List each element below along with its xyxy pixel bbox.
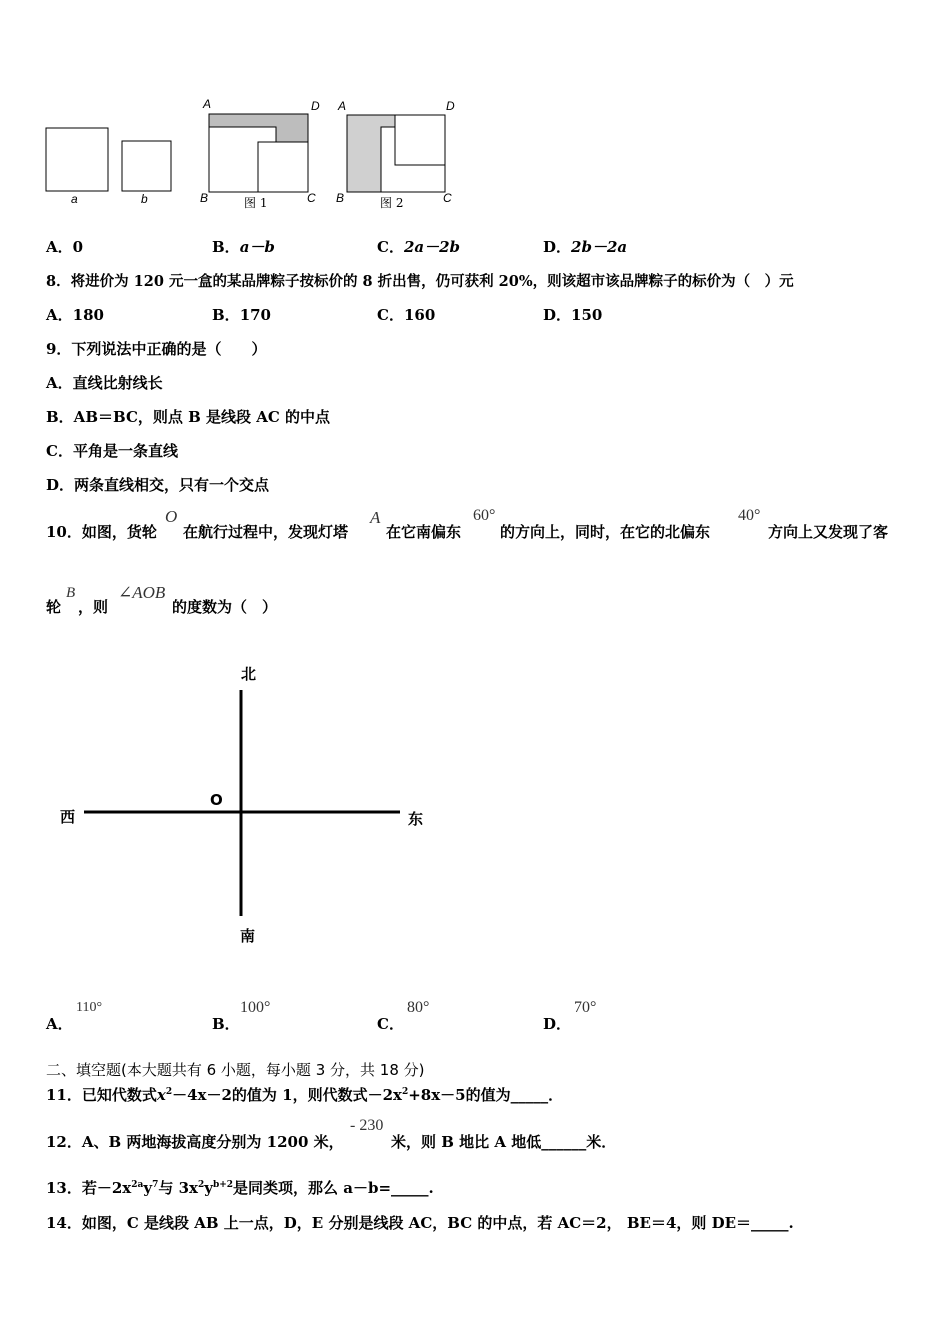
label-b: b bbox=[141, 192, 148, 206]
q10-point-o: O bbox=[165, 507, 178, 526]
q9-stem: 9．下列说法中正确的是（ ） bbox=[46, 340, 267, 358]
q10-text-3: 在它南偏东 bbox=[386, 523, 462, 541]
q10-option-b-value: 100° bbox=[240, 999, 271, 1016]
q11 bbox=[46, 1084, 563, 1105]
q11-var-x: x bbox=[156, 1086, 166, 1104]
q8-option-b[interactable] bbox=[212, 304, 271, 325]
fig2-caption: 图 2 bbox=[380, 196, 404, 210]
q7-option-d[interactable] bbox=[543, 236, 627, 257]
option-letter: D． bbox=[543, 1015, 572, 1033]
q13-text-5: 是同类项，那么 a－b=_____. bbox=[233, 1179, 434, 1197]
q11-expr-1: －4x－2 bbox=[172, 1086, 232, 1104]
q9-option-c[interactable]: C．平角是一条直线 bbox=[46, 442, 178, 460]
q9-option-d[interactable]: D．两条直线相交，只有一个交点 bbox=[46, 476, 270, 494]
q13-text-2: y bbox=[143, 1179, 153, 1197]
q10-text-4: 的方向上，同时，在它的北偏东 bbox=[500, 523, 711, 541]
fig2-label-D: D bbox=[446, 99, 455, 113]
q7-option-b[interactable] bbox=[212, 236, 275, 257]
q11-text-2: 的值为 1，则代数式－2x bbox=[231, 1086, 402, 1104]
q10-option-d-value: 70° bbox=[574, 999, 597, 1016]
q10-angle-60: 60° bbox=[473, 507, 496, 524]
label-a: a bbox=[71, 192, 78, 206]
fig2-inner-lines bbox=[381, 115, 445, 192]
q10-option-c-value: 80° bbox=[407, 999, 430, 1016]
option-letter: C． bbox=[377, 238, 404, 256]
compass-origin: O bbox=[210, 791, 223, 809]
q11-expr-2: +8x－5 bbox=[408, 1086, 466, 1104]
q10-angle-40: 40° bbox=[738, 507, 761, 524]
option-text: 2a－2b bbox=[403, 238, 461, 256]
q11-exp-2: 2 bbox=[401, 1087, 409, 1097]
q10-text-5: 方向上又发现了客 bbox=[768, 523, 889, 541]
fig2-label-C: C bbox=[443, 191, 452, 205]
q10-text-8: 的度数为（ ） bbox=[172, 598, 278, 616]
option-letter: A． bbox=[46, 1015, 73, 1033]
q12-text-1: 12．A、B 两地海拔高度分别为 1200 米， bbox=[46, 1133, 344, 1151]
option-letter: A． bbox=[46, 306, 73, 324]
q8-option-a[interactable] bbox=[46, 304, 104, 325]
option-letter: D． bbox=[543, 238, 572, 256]
q12-text-2: 米，则 B 地比 A 地低______米． bbox=[391, 1133, 617, 1151]
option-text: 170 bbox=[239, 306, 271, 324]
option-text: 180 bbox=[72, 306, 104, 324]
q10-angle-aob: ∠AOB bbox=[118, 583, 166, 602]
q13 bbox=[46, 1177, 434, 1198]
q10-text-1: 10．如图，货轮 bbox=[46, 523, 157, 541]
q10-option-b[interactable] bbox=[212, 1013, 240, 1034]
option-letter: B． bbox=[212, 238, 240, 256]
q10-point-b: B bbox=[66, 585, 76, 601]
fig1-label-B: B bbox=[200, 191, 209, 205]
compass-east: 东 bbox=[408, 810, 424, 828]
section-2-heading: 二、填空题(本大题共有 6 小题，每小题 3 分，共 18 分) bbox=[46, 1061, 425, 1079]
q11-exp-1: 2 bbox=[165, 1087, 173, 1097]
q8-stem: 8．将进价为 120 元一盒的某品牌粽子按标价的 8 折出售，仍可获利 20%，则该超市该品牌粽子的标价为（ ）元 bbox=[46, 273, 794, 290]
fig2-label-A: A bbox=[338, 99, 347, 113]
q7-option-a[interactable] bbox=[46, 236, 83, 257]
q10-point-a: A bbox=[370, 508, 381, 527]
q13-exp-4: b+2 bbox=[212, 1180, 234, 1190]
q12-value: - 230 bbox=[350, 1117, 384, 1134]
option-letter: D． bbox=[543, 306, 572, 324]
q13-exp-1: 2a bbox=[131, 1180, 144, 1190]
option-text: 0 bbox=[72, 238, 84, 256]
q14: 14．如图，C 是线段 AB 上一点，D，E 分别是线段 AC，BC 的中点，若 AC＝2， BE＝4，则 DE＝_____. bbox=[46, 1214, 794, 1232]
fig1-shaded-region bbox=[209, 114, 308, 142]
q10-compass-figure bbox=[0, 680, 450, 930]
square-a bbox=[46, 128, 108, 191]
option-letter: B． bbox=[212, 306, 240, 324]
fig2-label-B: B bbox=[336, 191, 345, 205]
compass-south: 南 bbox=[240, 927, 256, 945]
q8-option-c[interactable] bbox=[377, 304, 435, 325]
compass-west: 西 bbox=[60, 808, 76, 826]
option-text: 160 bbox=[403, 306, 436, 324]
q9-option-a[interactable]: A．直线比射线长 bbox=[46, 374, 163, 392]
square-b bbox=[122, 141, 171, 191]
option-letter: C． bbox=[377, 1015, 404, 1033]
q10-text-6: 轮 bbox=[46, 598, 62, 616]
q10-option-c[interactable] bbox=[377, 1013, 404, 1034]
q13-text-1: 13．若－2x bbox=[46, 1179, 132, 1197]
q13-exp-3: 2 bbox=[197, 1180, 205, 1190]
q7-option-c[interactable] bbox=[377, 236, 460, 257]
option-letter: C． bbox=[377, 306, 404, 324]
q10-text-2: 在航行过程中，发现灯塔 bbox=[183, 523, 349, 541]
q13-exp-2: 7 bbox=[152, 1180, 159, 1190]
option-text: 150 bbox=[571, 306, 603, 324]
q13-text-4: y bbox=[204, 1179, 213, 1197]
compass-north: 北 bbox=[241, 665, 257, 683]
option-text: 2b－2a bbox=[571, 238, 628, 256]
option-text: a－b bbox=[239, 238, 275, 256]
fig1-caption: 图 1 bbox=[244, 196, 268, 210]
q10-option-a[interactable] bbox=[46, 1013, 73, 1034]
fig1-label-A: A bbox=[203, 97, 212, 111]
fig1-label-C: C bbox=[307, 191, 316, 205]
q13-text-3: 与 3x bbox=[158, 1179, 198, 1197]
q10-option-d[interactable] bbox=[543, 1013, 571, 1034]
q10-text-7: ，则 bbox=[78, 598, 109, 616]
q10-option-a-value: 110° bbox=[76, 1000, 103, 1015]
q11-text-1: 11．已知代数式 bbox=[46, 1086, 157, 1104]
q9-option-b[interactable]: B．AB＝BC，则点 B 是线段 AC 的中点 bbox=[46, 408, 331, 426]
fig1-label-D: D bbox=[311, 99, 320, 113]
q8-option-d[interactable] bbox=[543, 304, 602, 325]
option-letter: B． bbox=[212, 1015, 240, 1033]
q11-text-3: 的值为_____． bbox=[465, 1086, 564, 1104]
option-letter: A． bbox=[46, 238, 73, 256]
